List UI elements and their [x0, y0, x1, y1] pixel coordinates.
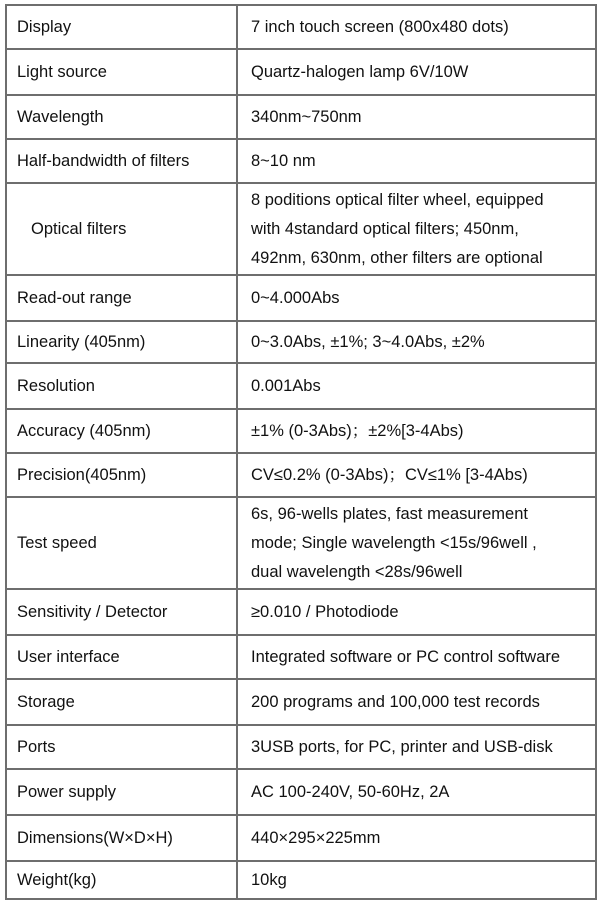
value-line: AC 100-240V, 50-60Hz, 2A: [251, 783, 450, 801]
value-line: 0.001Abs: [251, 377, 321, 395]
value-line: Quartz-halogen lamp 6V/10W: [251, 63, 469, 81]
table-row: [6, 409, 596, 453]
row-value-read-out-range: [237, 275, 596, 321]
row-label-weight: Weight(kg): [6, 861, 237, 899]
value-line: 10kg: [251, 871, 287, 889]
table-row: [6, 679, 596, 725]
table-row: [6, 49, 596, 95]
table-row: [6, 183, 596, 275]
table-row: [6, 769, 596, 815]
row-value-test-speed: [237, 497, 596, 589]
row-label-accuracy: Accuracy (405nm): [6, 409, 237, 453]
value-line: 440×295×225mm: [251, 829, 381, 847]
row-label-wavelength: Wavelength: [6, 95, 237, 139]
value-line: ±1% (0-3Abs)；±2%[3-4Abs): [251, 422, 464, 440]
row-value-optical-filters: [237, 183, 596, 275]
row-label-sensitivity: Sensitivity / Detector: [6, 589, 237, 635]
row-value-weight: [237, 861, 596, 899]
table-row: [6, 635, 596, 679]
value-line: ≥0.010 / Photodiode: [251, 603, 399, 621]
table-row: [6, 5, 596, 49]
row-label-display: Display: [6, 5, 237, 49]
row-label-ports: Ports: [6, 725, 237, 769]
table-row: [6, 321, 596, 363]
row-label-read-out-range: Read-out range: [6, 275, 237, 321]
value-line: 492nm, 630nm, other filters are optional: [251, 248, 543, 267]
table-row: [6, 589, 596, 635]
value-line: with 4standard optical filters; 450nm,: [251, 219, 519, 238]
row-value-accuracy: [237, 409, 596, 453]
row-value-half-bandwidth: [237, 139, 596, 183]
table-row: [6, 275, 596, 321]
row-label-user-interface: User interface: [6, 635, 237, 679]
value-line: 0~4.000Abs: [251, 289, 340, 307]
row-value-resolution: [237, 363, 596, 409]
value-line: dual wavelength <28s/96well: [251, 562, 463, 581]
row-label-test-speed: Test speed: [6, 497, 237, 589]
row-label-precision: Precision(405nm): [6, 453, 237, 497]
value-line: 8~10 nm: [251, 152, 316, 170]
value-line: 340nm~750nm: [251, 108, 362, 126]
row-value-power-supply: [237, 769, 596, 815]
table-row: [6, 139, 596, 183]
row-value-display: [237, 5, 596, 49]
row-label-linearity: Linearity (405nm): [6, 321, 237, 363]
row-label-half-bandwidth: Half-bandwidth of filters: [6, 139, 237, 183]
row-value-user-interface: [237, 635, 596, 679]
row-value-linearity: [237, 321, 596, 363]
value-line: 7 inch touch screen (800x480 dots): [251, 18, 509, 36]
value-line: Integrated software or PC control software: [251, 648, 561, 666]
row-value-sensitivity: [237, 589, 596, 635]
row-label-dimensions: Dimensions(W×D×H): [6, 815, 237, 861]
table-row: [6, 861, 596, 899]
value-line: 200 programs and 100,000 test records: [251, 693, 540, 711]
table-row: [6, 95, 596, 139]
row-label-optical-filters: Optical filters: [6, 183, 237, 275]
row-label-light-source: Light source: [6, 49, 237, 95]
row-label-resolution: Resolution: [6, 363, 237, 409]
row-value-storage: [237, 679, 596, 725]
value-line: CV≤0.2% (0-3Abs)；CV≤1% [3-4Abs): [251, 466, 528, 484]
table-row: [6, 453, 596, 497]
row-value-ports: [237, 725, 596, 769]
table-row: [6, 815, 596, 861]
value-line: 6s, 96-wells plates, fast measurement: [251, 504, 528, 523]
spec-table-body: [6, 5, 596, 899]
row-value-light-source: [237, 49, 596, 95]
value-line: 8 poditions optical filter wheel, equipped: [251, 190, 544, 209]
row-value-precision: [237, 453, 596, 497]
spec-table: [5, 4, 597, 900]
row-label-power-supply: Power supply: [6, 769, 237, 815]
row-value-dimensions: [237, 815, 596, 861]
table-row: [6, 725, 596, 769]
value-line: mode; Single wavelength <15s/96well ,: [251, 533, 537, 552]
row-label-storage: Storage: [6, 679, 237, 725]
value-line: 0~3.0Abs, ±1%; 3~4.0Abs, ±2%: [251, 333, 485, 351]
row-value-wavelength: [237, 95, 596, 139]
table-row: [6, 363, 596, 409]
table-row: [6, 497, 596, 589]
value-line: 3USB ports, for PC, printer and USB-disk: [251, 738, 553, 756]
